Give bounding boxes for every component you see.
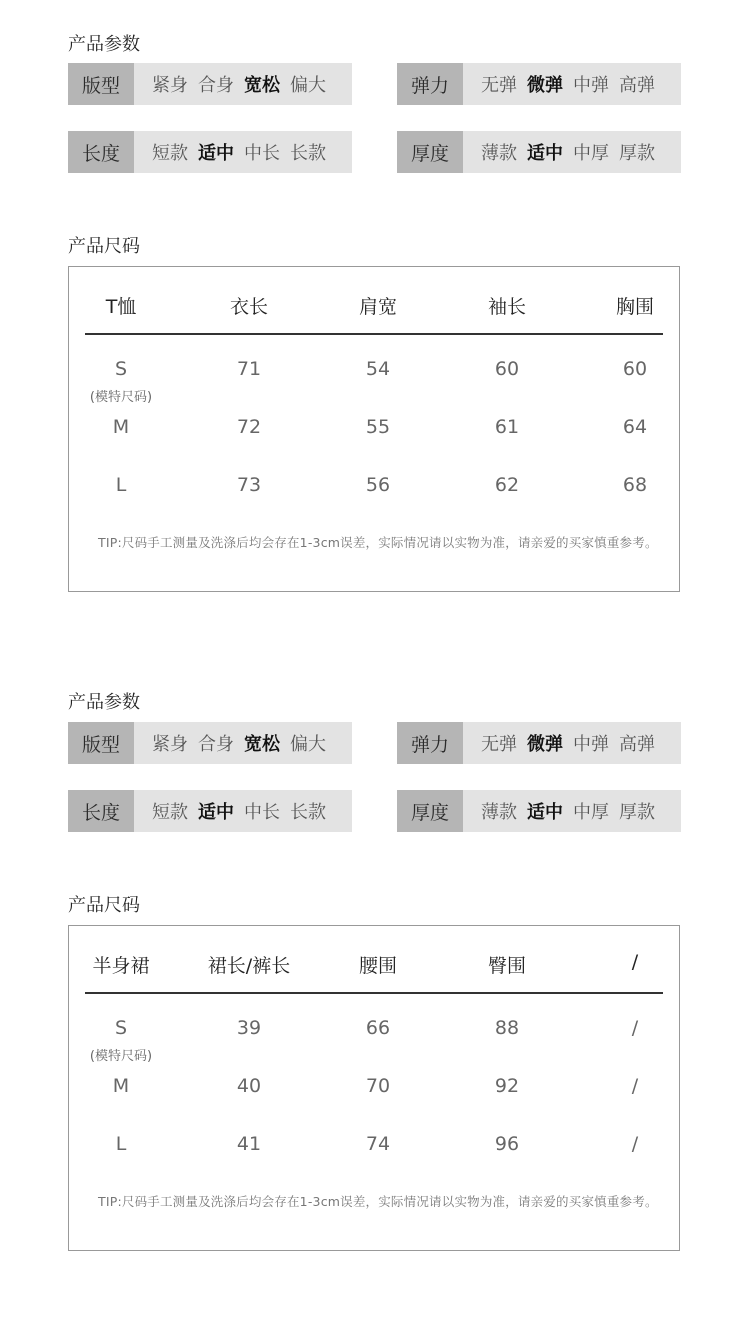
table-header: 腰围: [358, 955, 397, 977]
table-cell: 60: [494, 358, 520, 380]
table-row: [69, 1017, 679, 1047]
param-option: 长款: [290, 143, 326, 164]
table-cell: 64: [622, 416, 648, 438]
size-title: 产品尺码: [68, 236, 140, 257]
param-option: 偏大: [290, 75, 326, 96]
table-header-row: [69, 292, 679, 322]
param-option: 中弹: [573, 75, 609, 96]
table-cell: 74: [365, 1133, 391, 1155]
param-thickness: [397, 790, 681, 832]
table-header: 半身裙: [92, 955, 150, 977]
param-label: 长度: [68, 131, 134, 173]
table-cell: 40: [236, 1075, 262, 1097]
model-size-note: (模特尺码): [89, 1049, 153, 1064]
param-option: 无弹: [481, 75, 517, 96]
param-label: 版型: [68, 63, 134, 105]
param-label: 长度: [68, 790, 134, 832]
table-header: 袖长: [487, 296, 526, 318]
param-option-selected: 适中: [527, 143, 563, 164]
table-row: [69, 358, 679, 388]
params-title: 产品参数: [68, 34, 140, 55]
param-option: 长款: [290, 802, 326, 823]
header-divider: [85, 992, 663, 994]
param-thickness: [397, 131, 681, 173]
param-option-selected: 适中: [198, 143, 234, 164]
table-cell: 88: [494, 1017, 520, 1039]
param-option: 偏大: [290, 734, 326, 755]
table-cell: 73: [236, 474, 262, 496]
param-option: 高弹: [619, 734, 655, 755]
table-cell: 72: [236, 416, 262, 438]
param-option: 中厚: [573, 802, 609, 823]
param-option: 合身: [198, 75, 234, 96]
table-row: [69, 416, 679, 446]
table-cell: 62: [494, 474, 520, 496]
table-cell: 70: [365, 1075, 391, 1097]
table-cell: 61: [494, 416, 520, 438]
table-cell: 56: [365, 474, 391, 496]
size-table: [68, 925, 680, 1251]
param-label: 厚度: [397, 131, 463, 173]
measurement-tip: TIP:尺码手工测量及洗涤后均会存在1-3cm误差，实际情况请以实物为准，请亲爱的买家慎重参考。: [98, 535, 658, 550]
param-option: 无弹: [481, 734, 517, 755]
param-option-selected: 宽松: [244, 75, 280, 96]
measurement-tip: TIP:尺码手工测量及洗涤后均会存在1-3cm误差，实际情况请以实物为准，请亲爱的买家慎重参考。: [98, 1194, 658, 1209]
param-option: 短款: [152, 143, 188, 164]
table-cell: S: [114, 358, 128, 380]
table-header: 臀围: [487, 955, 526, 977]
header-divider: [85, 333, 663, 335]
param-option: 厚款: [619, 802, 655, 823]
param-option: 中长: [244, 143, 280, 164]
table-cell: 60: [622, 358, 648, 380]
table-cell: 54: [365, 358, 391, 380]
param-option-selected: 适中: [198, 802, 234, 823]
table-header: T恤: [105, 296, 137, 318]
param-option-selected: 宽松: [244, 734, 280, 755]
table-cell: 39: [236, 1017, 262, 1039]
table-cell: /: [631, 1133, 639, 1155]
param-label: 弹力: [397, 63, 463, 105]
table-row: [69, 1075, 679, 1105]
table-cell: 92: [494, 1075, 520, 1097]
param-option: 中长: [244, 802, 280, 823]
param-option: 紧身: [152, 75, 188, 96]
table-cell: /: [631, 1075, 639, 1097]
table-header: 肩宽: [358, 296, 397, 318]
param-fit: [68, 63, 352, 105]
table-header-row: [69, 951, 679, 981]
model-size-note: (模特尺码): [89, 390, 153, 405]
param-option: 薄款: [481, 802, 517, 823]
param-option-selected: 适中: [527, 802, 563, 823]
param-elasticity: [397, 722, 681, 764]
table-cell: 41: [236, 1133, 262, 1155]
param-option: 中厚: [573, 143, 609, 164]
table-cell: L: [115, 474, 127, 496]
table-cell: L: [115, 1133, 127, 1155]
param-option: 短款: [152, 802, 188, 823]
param-option: 中弹: [573, 734, 609, 755]
param-fit: [68, 722, 352, 764]
table-cell: 71: [236, 358, 262, 380]
table-cell: M: [112, 1075, 130, 1097]
table-cell: S: [114, 1017, 128, 1039]
table-cell: 96: [494, 1133, 520, 1155]
table-header: /: [631, 951, 639, 973]
param-length: [68, 790, 352, 832]
table-cell: /: [631, 1017, 639, 1039]
table-cell: M: [112, 416, 130, 438]
param-label: 版型: [68, 722, 134, 764]
param-option: 厚款: [619, 143, 655, 164]
param-label: 弹力: [397, 722, 463, 764]
table-header: 裙长/裤长: [207, 955, 291, 977]
params-title: 产品参数: [68, 692, 140, 713]
table-row: [69, 1133, 679, 1163]
param-length: [68, 131, 352, 173]
table-cell: 55: [365, 416, 391, 438]
table-header: 胸围: [615, 296, 654, 318]
param-elasticity: [397, 63, 681, 105]
table-cell: 66: [365, 1017, 391, 1039]
size-title: 产品尺码: [68, 895, 140, 916]
size-table: [68, 266, 680, 592]
param-option-selected: 微弹: [527, 75, 563, 96]
param-option: 薄款: [481, 143, 517, 164]
table-header: 衣长: [229, 296, 268, 318]
table-cell: 68: [622, 474, 648, 496]
param-option: 合身: [198, 734, 234, 755]
param-option: 紧身: [152, 734, 188, 755]
param-label: 厚度: [397, 790, 463, 832]
param-option: 高弹: [619, 75, 655, 96]
param-option-selected: 微弹: [527, 734, 563, 755]
table-row: [69, 474, 679, 504]
